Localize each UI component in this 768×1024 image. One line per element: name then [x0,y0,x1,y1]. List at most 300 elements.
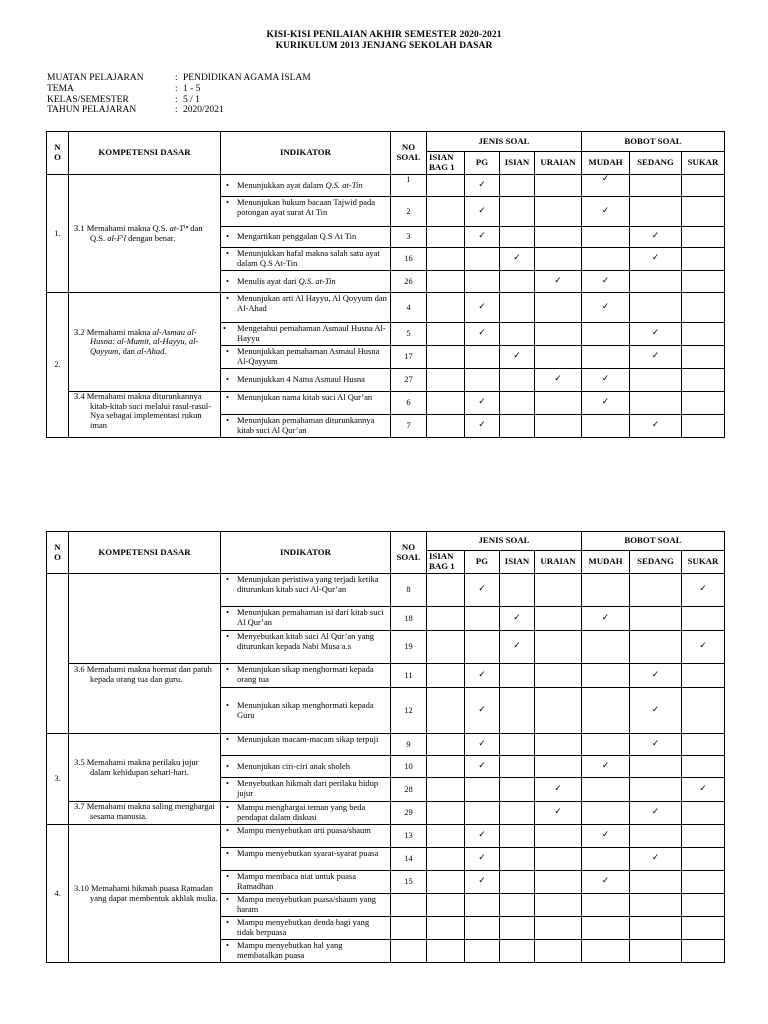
cell-sedang [630,940,682,963]
col-mudah: MUDAH [582,152,630,175]
cell-mudah: ✓ [582,392,630,415]
cell-mudah: ✓ [582,369,630,392]
cell-pg [465,271,500,293]
kompetensi-dasar: 3.6 Memahami makna hormat dan patuh kepada orang tua dan guru. [69,664,221,734]
cell-pg: ✓ [465,664,500,688]
col-sukar: SUKAR [682,551,725,574]
table-row [47,175,725,197]
cell-mudah: ✓ [582,197,630,227]
cell-mudah: ✓ [582,271,630,293]
cell-sedang [630,392,682,415]
cell-isian [500,392,535,415]
cell-sedang [630,293,682,323]
indikator: • Menunjukan sikap menghormati kepada orang tua [221,664,391,688]
no-soal: 2 [391,197,427,227]
cell-uraian [535,756,582,778]
row-number: 1. [47,175,69,293]
kompetensi-dasar: 3.5 Memahami makna perilaku jujur dalam kehidupan sehari-hari. [69,734,221,802]
indikator: • Menunjukan peristiwa yang terjadi ketika diturunkan kitab suci Al-Qur’an [221,574,391,607]
meta-separator: : [175,83,178,94]
indikator: • Menunjukan arti Al Hayyu, Al Qoyyum dan Al-Ahad [221,293,391,323]
cell-isian-bag1 [427,664,465,688]
indikator: • Menunjukkan hafal makna salah satu ayat dalam Q.S At-Tin [221,248,391,271]
cell-sukar [682,248,725,271]
cell-pg: ✓ [465,227,500,248]
cell-uraian [535,175,582,197]
cell-mudah: ✓ [582,175,630,197]
meta-value: 5 / 1 [183,94,200,105]
cell-mudah [582,917,630,940]
kompetensi-dasar: 3.1 Memahami makna Q.S. at-Tⁱⁿ dan Q.S. al-Fⁱl dengan benar. [69,175,221,293]
cell-sedang [630,825,682,848]
header-row [47,532,725,551]
col-uraian: URAIAN [535,551,582,574]
cell-isian [500,175,535,197]
cell-sukar [682,734,725,756]
col-sedang: SEDANG [630,551,682,574]
cell-pg: ✓ [465,688,500,734]
no-soal: 26 [391,271,427,293]
col-bobot-soal: BOBOT SOAL [582,532,725,551]
cell-uraian [535,197,582,227]
no-soal: 14 [391,848,427,871]
cell-mudah [582,574,630,607]
meta-label: MUATAN PELAJARAN [47,73,144,83]
col-pg: PG [465,152,500,175]
no-soal: 5 [391,323,427,346]
meta-row-year [47,105,311,116]
no-soal [391,894,427,917]
cell-sukar [682,323,725,346]
indikator: • Menunjukan macam-macam sikap terpuji [221,734,391,756]
meta-info [47,73,311,116]
cell-sedang: ✓ [630,734,682,756]
cell-isian [500,848,535,871]
cell-uraian [535,392,582,415]
cell-isian-bag1 [427,940,465,963]
cell-isian-bag1 [427,392,465,415]
indikator: • Menunjukan hukum bacaan Tajwid pada potongan ayat surat At Tin [221,197,391,227]
cell-isian-bag1 [427,197,465,227]
cell-sedang: ✓ [630,415,682,438]
kompetensi-dasar: 3.4 Memahami makna diturunkannya kitab-kitab suci melalui rasul-rasul-Nya sebagai implementasi rukun iman [69,392,221,438]
no-soal: 15 [391,871,427,894]
cell-mudah [582,248,630,271]
cell-isian: ✓ [500,607,535,631]
cell-pg [465,778,500,802]
kisi-table-2 [46,531,725,963]
indikator: • Menulis ayat dari Q.S. at-Tin [221,271,391,293]
cell-pg [465,631,500,664]
cell-uraian [535,940,582,963]
no-soal: 28 [391,778,427,802]
cell-isian [500,871,535,894]
cell-isian-bag1 [427,734,465,756]
cell-sedang [630,369,682,392]
cell-sukar [682,871,725,894]
cell-isian [500,917,535,940]
cell-isian-bag1 [427,631,465,664]
meta-row-theme [47,84,311,95]
cell-sukar [682,346,725,369]
cell-sukar: ✓ [682,631,725,664]
cell-sedang [630,631,682,664]
indikator: • Mampu menghargai teman yang beda pendapat dalam diskusi [221,802,391,825]
col-no-soal: NO SOAL [391,132,427,175]
cell-pg [465,940,500,963]
cell-mudah [582,894,630,917]
no-soal: 11 [391,664,427,688]
cell-isian [500,940,535,963]
cell-sukar [682,756,725,778]
cell-mudah [582,778,630,802]
no-soal: 4 [391,293,427,323]
cell-uraian [535,688,582,734]
cell-isian-bag1 [427,894,465,917]
table-row [47,734,725,756]
cell-uraian [535,894,582,917]
cell-sukar [682,894,725,917]
header-row [47,132,725,152]
cell-pg: ✓ [465,734,500,756]
meta-separator: : [175,105,178,116]
cell-isian-bag1 [427,825,465,848]
cell-pg: ✓ [465,392,500,415]
cell-isian-bag1 [427,175,465,197]
cell-uraian [535,664,582,688]
cell-uraian: ✓ [535,802,582,825]
cell-isian-bag1 [427,917,465,940]
col-no-soal: NO SOAL [391,532,427,574]
cell-uraian [535,871,582,894]
no-soal: 1 [391,175,427,197]
col-uraian: URAIAN [535,152,582,175]
cell-sedang [630,197,682,227]
cell-sedang: ✓ [630,346,682,369]
cell-mudah: ✓ [582,607,630,631]
col-pg: PG [465,551,500,574]
cell-pg: ✓ [465,756,500,778]
indikator: • Menunjukan nama kitab suci Al Qur’an [221,392,391,415]
cell-sedang: ✓ [630,248,682,271]
cell-mudah: ✓ [582,825,630,848]
no-soal: 29 [391,802,427,825]
cell-uraian: ✓ [535,271,582,293]
cell-isian [500,227,535,248]
cell-uraian [535,227,582,248]
table-row [47,293,725,323]
cell-pg [465,894,500,917]
no-soal: 27 [391,369,427,392]
cell-uraian [535,293,582,323]
col-jenis-soal: JENIS SOAL [427,132,582,152]
cell-uraian: ✓ [535,369,582,392]
cell-sedang [630,871,682,894]
cell-isian-bag1 [427,778,465,802]
cell-isian-bag1 [427,293,465,323]
cell-isian [500,369,535,392]
col-sedang: SEDANG [630,152,682,175]
cell-isian [500,756,535,778]
cell-sedang [630,271,682,293]
cell-pg [465,917,500,940]
no-soal [391,940,427,963]
cell-pg [465,248,500,271]
cell-pg: ✓ [465,825,500,848]
no-soal: 6 [391,392,427,415]
meta-value: PENDIDIKAN AGAMA ISLAM [183,73,311,83]
cell-isian: ✓ [500,631,535,664]
cell-pg [465,346,500,369]
table-row [47,664,725,688]
meta-label: KELAS/SEMESTER [47,94,129,105]
indikator: • Menunjukan pemahaman isi dari kitab suci Al Qur’an [221,607,391,631]
col-sukar: SUKAR [682,152,725,175]
cell-uraian [535,825,582,848]
row-number: 3. [47,734,69,825]
cell-isian: ✓ [500,346,535,369]
table-row [47,802,725,825]
cell-isian [500,802,535,825]
cell-sedang [630,778,682,802]
no-soal: 16 [391,248,427,271]
cell-isian-bag1 [427,248,465,271]
meta-label: TAHUN PELAJARAN [47,105,137,116]
cell-isian [500,293,535,323]
cell-isian-bag1 [427,271,465,293]
cell-isian [500,688,535,734]
cell-uraian [535,415,582,438]
cell-uraian: ✓ [535,778,582,802]
cell-pg: ✓ [465,175,500,197]
indikator: • Mampu menyebutkan syarat-syarat puasa [221,848,391,871]
kompetensi-dasar-empty [69,574,221,664]
cell-isian-bag1 [427,227,465,248]
kompetensi-dasar: 3.10 Memahami hikmah puasa Ramadan yang dapat membentuk akhlak mulia. [69,825,221,963]
col-isian-bag1: ISIAN BAG 1 [427,551,465,574]
kisi-table-1 [46,131,725,438]
indikator: • Menunjukkan pemahaman Asmaul Husna Al-Qayyum [221,346,391,369]
cell-mudah [582,664,630,688]
cell-sukar [682,917,725,940]
cell-isian-bag1 [427,369,465,392]
no-soal: 3 [391,227,427,248]
no-soal: 12 [391,688,427,734]
row-number: 4. [47,825,69,963]
cell-uraian [535,734,582,756]
cell-uraian [535,346,582,369]
cell-mudah [582,323,630,346]
meta-row-class [47,95,311,106]
cell-sukar: ✓ [682,778,725,802]
cell-isian-bag1 [427,871,465,894]
cell-isian [500,894,535,917]
cell-uraian [535,631,582,664]
cell-sedang: ✓ [630,323,682,346]
cell-sedang [630,607,682,631]
cell-sedang [630,894,682,917]
cell-pg [465,802,500,825]
no-soal: 8 [391,574,427,607]
row-number: 2. [47,293,69,438]
meta-value: 2020/2021 [183,105,224,116]
col-no: N O [47,132,69,175]
cell-uraian [535,848,582,871]
col-isian: ISIAN [500,152,535,175]
cell-mudah [582,802,630,825]
cell-sukar [682,607,725,631]
cell-isian-bag1 [427,688,465,734]
meta-value: 1 - 5 [183,83,201,94]
cell-isian-bag1 [427,574,465,607]
cell-sukar [682,392,725,415]
col-no: N O [47,532,69,574]
cell-pg [465,607,500,631]
cell-pg: ✓ [465,871,500,894]
col-indikator: INDIKATOR [221,132,391,175]
cell-isian-bag1 [427,346,465,369]
cell-isian [500,664,535,688]
document-title: KISI-KISI PENILAIAN AKHIR SEMESTER 2020-2021 [266,30,502,40]
document-subtitle: KURIKULUM 2013 JENJANG SEKOLAH DASAR [275,41,493,51]
meta-label: TEMA [47,83,74,94]
cell-sukar [682,271,725,293]
cell-uraian [535,574,582,607]
col-isian-bag1: ISIAN BAG 1 [427,152,465,175]
col-kompetensi: KOMPETENSI DASAR [69,532,221,574]
cell-sedang [630,756,682,778]
cell-sukar [682,197,725,227]
cell-sukar [682,175,725,197]
indikator: • Menunjukan pemahaman diturunkannya kitab suci Al Qur’an [221,415,391,438]
kompetensi-dasar: 3.2 Memahami makna al-Asmau al-Husna: al-Mumit, al-Hayyu, al- Qayyum, dan al-Ahad. [69,293,221,392]
cell-isian [500,734,535,756]
no-soal: 13 [391,825,427,848]
indikator: • Menunjukan ciri-ciri anak sholeh [221,756,391,778]
cell-sukar [682,848,725,871]
cell-isian-bag1 [427,323,465,346]
cell-isian [500,415,535,438]
cell-mudah [582,848,630,871]
cell-sukar [682,825,725,848]
cell-pg: ✓ [465,197,500,227]
indikator: • Mampu membaca niat untuk puasa Ramadhan [221,871,391,894]
no-soal: 19 [391,631,427,664]
cell-uraian [535,248,582,271]
cell-sukar [682,940,725,963]
cell-sedang: ✓ [630,848,682,871]
cell-sukar: ✓ [682,574,725,607]
no-soal: 10 [391,756,427,778]
col-isian: ISIAN [500,551,535,574]
col-bobot-soal: BOBOT SOAL [582,132,725,152]
table-row [47,574,725,607]
cell-isian-bag1 [427,848,465,871]
indikator: • Mampu menyebutkan arti puasa/shaum [221,825,391,848]
cell-sukar [682,293,725,323]
cell-mudah [582,346,630,369]
meta-separator: : [175,94,178,105]
cell-isian-bag1 [427,802,465,825]
cell-sedang: ✓ [630,688,682,734]
cell-pg: ✓ [465,848,500,871]
cell-pg [465,369,500,392]
no-soal: 18 [391,607,427,631]
indikator: • Mengartikan penggalan Q.S At Tin [221,227,391,248]
no-soal: 17 [391,346,427,369]
cell-sukar [682,369,725,392]
cell-isian [500,574,535,607]
col-mudah: MUDAH [582,551,630,574]
col-indikator: INDIKATOR [221,532,391,574]
cell-mudah [582,631,630,664]
cell-sedang [630,175,682,197]
cell-isian-bag1 [427,756,465,778]
cell-mudah [582,227,630,248]
no-soal: 7 [391,415,427,438]
cell-mudah: ✓ [582,871,630,894]
cell-pg: ✓ [465,323,500,346]
cell-sukar [682,688,725,734]
cell-uraian [535,607,582,631]
cell-pg: ✓ [465,293,500,323]
indikator: • Menyebutkan kitab suci Al Qur’an yang diturunkan kepada Nabi Musa a.s [221,631,391,664]
table-row [47,825,725,848]
meta-separator: : [175,73,178,83]
table-row [47,392,725,415]
cell-isian [500,323,535,346]
cell-pg: ✓ [465,415,500,438]
cell-isian [500,271,535,293]
indikator: • Mengetahui pemahaman Asmaul Husna Al-Hayyu [221,323,391,346]
meta-row-subject [47,73,311,84]
cell-sedang [630,574,682,607]
no-soal [391,917,427,940]
cell-mudah: ✓ [582,293,630,323]
cell-mudah: ✓ [582,756,630,778]
indikator: • Mampu menyebutkan hal yang membatalkan puasa [221,940,391,963]
cell-uraian [535,917,582,940]
cell-mudah [582,940,630,963]
cell-sedang: ✓ [630,664,682,688]
indikator: • Menunjukkan ayat dalam Q.S. at-Tin [221,175,391,197]
indikator: • Mampu menyebutkan puasa/shaum yang haram [221,894,391,917]
indikator: • Mampu menyebutkan denda bagi yang tidak berpuasa [221,917,391,940]
cell-mudah [582,688,630,734]
cell-isian-bag1 [427,415,465,438]
col-jenis-soal: JENIS SOAL [427,532,582,551]
cell-sukar [682,415,725,438]
cell-isian-bag1 [427,607,465,631]
col-kompetensi: KOMPETENSI DASAR [69,132,221,175]
cell-uraian [535,323,582,346]
cell-pg: ✓ [465,574,500,607]
indikator: • Menyebutkan hikmah dari perilaku hidup jujur [221,778,391,802]
cell-sukar [682,802,725,825]
cell-sukar [682,227,725,248]
cell-sedang [630,917,682,940]
cell-sedang: ✓ [630,227,682,248]
cell-isian [500,778,535,802]
cell-isian [500,825,535,848]
cell-mudah [582,415,630,438]
cell-sukar [682,664,725,688]
indikator: • Menunjukan sikap menghormati kepada Guru [221,688,391,734]
cell-isian [500,197,535,227]
kompetensi-dasar: 3.7 Memahami makna saling menghargai sesama manusia. [69,802,221,825]
cell-sedang: ✓ [630,802,682,825]
indikator: • Menunjukkan 4 Nama Asmaul Husna [221,369,391,392]
